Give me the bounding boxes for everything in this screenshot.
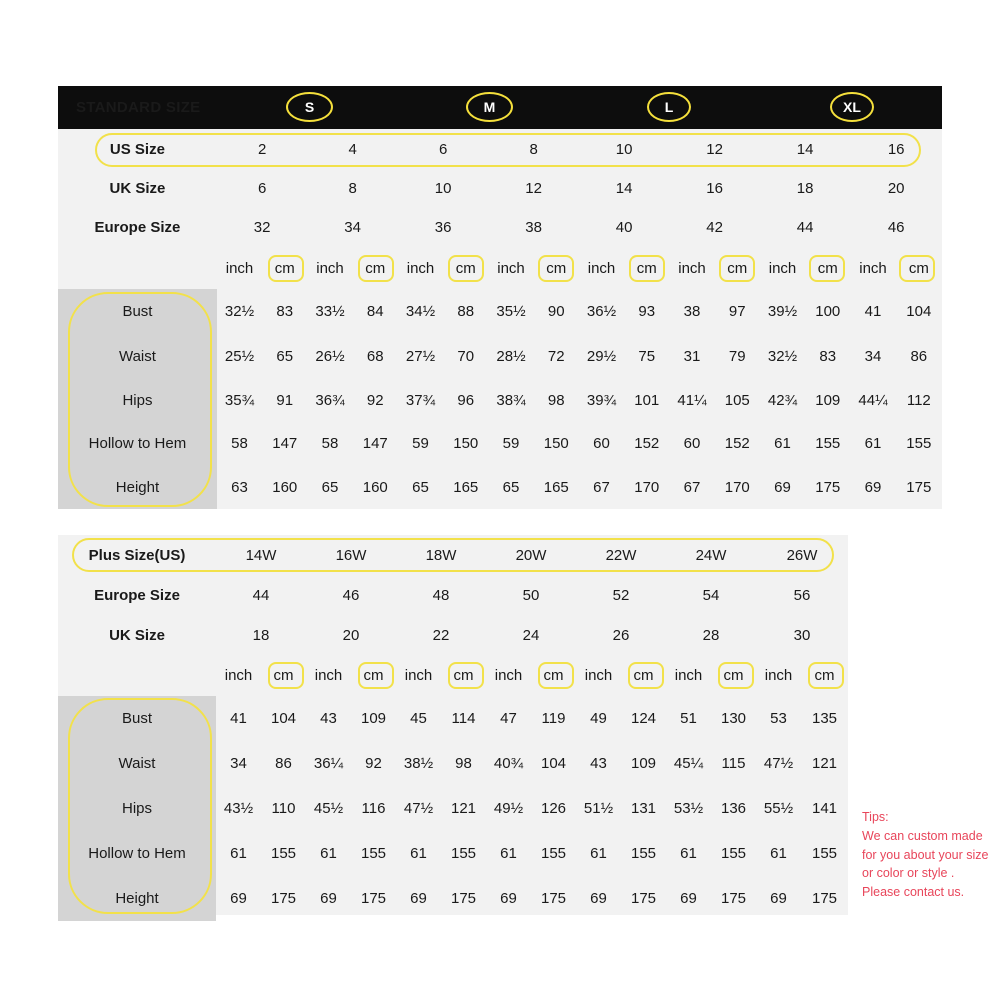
- cell: 61: [774, 435, 791, 453]
- cell: 36¼: [313, 755, 344, 772]
- cell: 104: [540, 755, 567, 772]
- unit-cell: cm: [908, 259, 929, 277]
- unit-cell: inch: [406, 259, 435, 277]
- cell: 52: [612, 586, 630, 604]
- cell: 115: [721, 755, 746, 772]
- cell: 75: [638, 348, 656, 366]
- unit-cell: cm: [455, 259, 476, 277]
- unit-cell: cm: [633, 667, 654, 684]
- table-row-plus-hollow-to-hem: [58, 831, 848, 876]
- unit-cell: cm: [274, 259, 295, 277]
- cell: 147: [362, 435, 388, 453]
- cell: 67: [683, 478, 701, 496]
- cell: 112: [906, 391, 931, 409]
- cell: 41¼: [677, 391, 707, 409]
- table-row-plus-hips: [58, 786, 848, 831]
- cell: 98: [547, 391, 565, 409]
- cell: 20: [887, 179, 905, 197]
- cell: 20W: [515, 546, 547, 564]
- cell: 6: [257, 179, 267, 197]
- cell: 155: [450, 845, 477, 862]
- cell: 35¾: [224, 391, 255, 409]
- cell: 69: [864, 478, 882, 496]
- cell: 26: [612, 626, 630, 644]
- cell: 34: [864, 348, 882, 366]
- cell: 116: [361, 800, 386, 817]
- cell: 60: [683, 435, 701, 453]
- cell: 61: [410, 845, 427, 862]
- cell: 165: [543, 478, 569, 496]
- cell: 43: [320, 710, 337, 727]
- cell: 28: [702, 626, 720, 644]
- row-label-plus-uk-size: UK Size: [109, 626, 165, 644]
- cell: 150: [453, 435, 479, 453]
- cell: 175: [540, 890, 567, 907]
- unit-cell: cm: [546, 259, 567, 277]
- cell: 165: [453, 478, 479, 496]
- cell: 141: [811, 800, 838, 817]
- cell: 48: [432, 586, 450, 604]
- cell: 61: [770, 845, 787, 862]
- table-row-hips: [58, 379, 942, 422]
- unit-cell: cm: [727, 259, 748, 277]
- tips-line-5: Please contact us.: [862, 885, 965, 899]
- cell: 170: [724, 478, 750, 496]
- unit-cell: cm: [273, 667, 294, 684]
- cell: 16: [706, 179, 723, 197]
- cell: 121: [450, 800, 477, 817]
- cell: 61: [500, 845, 517, 862]
- cell: 59: [412, 435, 429, 453]
- cell: 14W: [245, 546, 277, 564]
- cell: 160: [272, 478, 298, 496]
- cell: 46: [342, 586, 360, 604]
- cell: 135: [811, 710, 838, 727]
- cell: 101: [634, 391, 660, 409]
- cell: 131: [630, 800, 657, 817]
- cell: 69: [770, 890, 787, 907]
- cell: 70: [457, 348, 475, 366]
- unit-cell: inch: [404, 667, 433, 684]
- cell: 49½: [493, 800, 524, 817]
- cell: 44: [796, 219, 814, 237]
- cell: 50: [522, 586, 540, 604]
- cell: 86: [275, 755, 292, 772]
- unit-cell: cm: [817, 259, 838, 277]
- cell: 109: [360, 710, 387, 727]
- cell: 39½: [767, 303, 798, 321]
- standard-header-row: [58, 86, 942, 129]
- units-row-blank: [58, 247, 217, 288]
- cell: 69: [774, 478, 791, 496]
- tips-title: Tips:: [862, 810, 889, 824]
- table-row-hollow-to-hem: [58, 422, 942, 465]
- cell: 109: [815, 391, 841, 409]
- row-label-plus-hips: Hips: [58, 786, 216, 831]
- cell: 18: [252, 626, 270, 644]
- cell: 42¾: [767, 391, 798, 409]
- tips-line-2: We can custom made: [862, 828, 983, 843]
- cell: 152: [634, 435, 660, 453]
- cell: 105: [724, 391, 750, 409]
- cell: 29½: [586, 348, 617, 366]
- cell: 12: [706, 140, 723, 158]
- tips-block: [862, 808, 997, 902]
- cell: 104: [906, 303, 932, 321]
- unit-cell: cm: [543, 667, 564, 684]
- row-label-uk-size: UK Size: [109, 179, 166, 197]
- standard-header-label: STANDARD SIZE: [58, 86, 217, 129]
- cell: 22: [432, 626, 450, 644]
- cell: 36: [434, 219, 452, 237]
- table-row-plus-size-us: [58, 535, 848, 575]
- cell: 90: [547, 303, 565, 321]
- table-row-plus-waist: [58, 741, 848, 786]
- table-row-bust: [58, 289, 942, 336]
- row-label-hollow-to-hem: Hollow to Hem: [58, 422, 217, 465]
- cell: 18W: [425, 546, 457, 564]
- cell: 84: [366, 303, 384, 321]
- cell: 72: [547, 348, 565, 366]
- cell: 43½: [223, 800, 254, 817]
- table-row-waist: [58, 335, 942, 378]
- cell: 8: [348, 179, 357, 197]
- cell: 55½: [763, 800, 794, 817]
- cell: 119: [541, 710, 566, 727]
- cell: 47: [500, 710, 517, 727]
- cell: 34: [344, 219, 361, 237]
- unit-cell: cm: [636, 259, 657, 277]
- cell: 155: [906, 435, 932, 453]
- cell: 147: [272, 435, 298, 453]
- cell: 53½: [673, 800, 704, 817]
- tips-line-3: for you about your size: [862, 847, 989, 862]
- table-row-plus-units: [58, 655, 848, 696]
- cell: 38: [683, 303, 701, 321]
- unit-cell: cm: [814, 667, 835, 684]
- cell: 39¾: [586, 391, 617, 409]
- cell: 43: [590, 755, 607, 772]
- cell: 69: [320, 890, 337, 907]
- cell: 175: [360, 890, 387, 907]
- cell: 83: [276, 303, 294, 321]
- cell: 33½: [315, 303, 345, 321]
- cell: 2: [257, 140, 267, 158]
- cell: 150: [543, 435, 569, 453]
- table-row-plus-uk-size: [58, 615, 848, 655]
- size-letter-m: [398, 86, 579, 129]
- cell: 175: [720, 890, 747, 907]
- cell: 16W: [335, 546, 367, 564]
- size-letter-l-text: L: [664, 99, 674, 115]
- cell: 110: [271, 800, 296, 817]
- cell: 93: [638, 303, 656, 321]
- cell: 155: [270, 845, 297, 862]
- cell: 34½: [405, 303, 436, 321]
- cell: 155: [540, 845, 567, 862]
- cell: 136: [720, 800, 747, 817]
- unit-cell: cm: [365, 259, 386, 277]
- cell: 67: [593, 478, 610, 496]
- cell: 28½: [496, 348, 526, 366]
- cell: 155: [720, 845, 747, 862]
- cell: 47½: [403, 800, 434, 817]
- cell: 114: [451, 710, 476, 727]
- table-row-europe-size: [58, 208, 942, 247]
- cell: 56: [793, 586, 811, 604]
- cell: 46: [887, 219, 905, 237]
- cell: 51: [680, 710, 697, 727]
- cell: 22W: [605, 546, 637, 564]
- cell: 155: [815, 435, 841, 453]
- cell: 61: [320, 845, 337, 862]
- cell: 44¼: [858, 391, 888, 409]
- cell: 32½: [767, 348, 798, 366]
- standard-size-chart: [58, 86, 942, 509]
- cell: 14: [796, 140, 814, 158]
- cell: 65: [276, 348, 294, 366]
- cell: 121: [811, 755, 838, 772]
- plus-size-chart: [58, 535, 848, 915]
- cell: 32½: [224, 303, 255, 321]
- cell: 126: [540, 800, 567, 817]
- table-row-plus-europe-size: [58, 575, 848, 615]
- unit-cell: inch: [494, 667, 523, 684]
- unit-cell: inch: [314, 667, 343, 684]
- cell: 10: [615, 140, 633, 158]
- cell: 79: [728, 348, 746, 366]
- cell: 61: [230, 845, 247, 862]
- cell: 6: [438, 140, 448, 158]
- cell: 155: [360, 845, 387, 862]
- unit-cell: inch: [497, 259, 525, 277]
- cell: 65: [502, 478, 520, 496]
- plus-units-row-blank: [58, 655, 216, 696]
- cell: 30: [793, 626, 811, 644]
- row-label-plus-hollow-to-hem: Hollow to Hem: [58, 831, 216, 876]
- cell: 24W: [695, 546, 727, 564]
- size-letter-m-text: M: [483, 99, 496, 115]
- row-label-plus-height: Height: [58, 876, 216, 921]
- cell: 38½: [403, 755, 434, 772]
- cell: 16: [887, 140, 905, 158]
- cell: 69: [590, 890, 607, 907]
- row-label-hips: Hips: [58, 379, 217, 422]
- cell: 69: [410, 890, 427, 907]
- cell: 160: [362, 478, 388, 496]
- row-label-bust: Bust: [58, 289, 217, 336]
- table-row-units: [58, 247, 942, 288]
- cell: 37¾: [405, 391, 436, 409]
- cell: 44: [252, 586, 270, 604]
- cell: 69: [230, 890, 247, 907]
- cell: 97: [728, 303, 746, 321]
- cell: 98: [455, 755, 472, 772]
- unit-cell: inch: [225, 259, 254, 277]
- row-label-waist: Waist: [58, 335, 217, 378]
- size-letter-xl-text: XL: [843, 99, 861, 115]
- cell: 124: [630, 710, 657, 727]
- cell: 58: [321, 435, 339, 453]
- cell: 32: [253, 219, 271, 237]
- cell: 88: [457, 303, 475, 321]
- cell: 69: [680, 890, 697, 907]
- cell: 65: [412, 478, 429, 496]
- cell: 61: [864, 435, 882, 453]
- table-row-plus-bust: [58, 696, 848, 741]
- cell: 36¾: [315, 391, 345, 409]
- table-row-height: [58, 466, 942, 509]
- cell: 35½: [496, 303, 526, 321]
- cell: 59: [502, 435, 520, 453]
- standard-size-table: [58, 86, 942, 509]
- cell: 12: [525, 179, 542, 197]
- cell: 41: [230, 710, 247, 727]
- cell: 83: [819, 348, 837, 366]
- cell: 104: [270, 710, 297, 727]
- cell: 69: [500, 890, 517, 907]
- cell: 109: [630, 755, 657, 772]
- unit-cell: inch: [678, 259, 706, 277]
- cell: 38: [525, 219, 542, 237]
- cell: 60: [593, 435, 610, 453]
- cell: 91: [276, 391, 294, 409]
- cell: 18: [796, 179, 814, 197]
- row-label-us-size: US Size: [109, 140, 165, 158]
- unit-cell: inch: [316, 259, 344, 277]
- cell: 92: [365, 755, 382, 772]
- cell: 40: [615, 219, 633, 237]
- row-label-plus-europe-size: Europe Size: [94, 586, 180, 604]
- size-letter-s-text: S: [304, 99, 315, 115]
- cell: 42: [706, 219, 723, 237]
- size-letter-xl: [760, 86, 942, 129]
- cell: 36½: [586, 303, 617, 321]
- table-row-uk-size: [58, 169, 942, 208]
- cell: 40¾: [493, 755, 524, 772]
- cell: 155: [630, 845, 657, 862]
- row-label-plus-bust: Bust: [58, 696, 216, 741]
- cell: 130: [720, 710, 747, 727]
- cell: 8: [529, 140, 538, 158]
- unit-cell: inch: [587, 259, 616, 277]
- cell: 53: [770, 710, 787, 727]
- tips-line-4: or color or style .: [862, 866, 955, 881]
- cell: 34: [230, 755, 247, 772]
- unit-cell: inch: [224, 667, 253, 684]
- cell: 45: [410, 710, 427, 727]
- cell: 26W: [786, 546, 818, 564]
- cell: 175: [630, 890, 657, 907]
- plus-size-table: [58, 535, 848, 921]
- cell: 51½: [583, 800, 614, 817]
- cell: 27½: [405, 348, 436, 366]
- row-label-height: Height: [58, 466, 217, 509]
- cell: 175: [906, 478, 932, 496]
- cell: 26½: [315, 348, 345, 366]
- cell: 65: [321, 478, 339, 496]
- cell: 20: [342, 626, 360, 644]
- cell: 24: [522, 626, 540, 644]
- cell: 68: [366, 348, 384, 366]
- cell: 49: [590, 710, 607, 727]
- cell: 175: [815, 478, 841, 496]
- row-label-europe-size: Europe Size: [94, 219, 181, 237]
- cell: 45¼: [673, 755, 704, 772]
- cell: 155: [811, 845, 838, 862]
- cell: 4: [348, 140, 357, 158]
- table-row-us-size: [58, 129, 942, 168]
- cell: 175: [811, 890, 838, 907]
- cell: 175: [270, 890, 297, 907]
- unit-cell: inch: [768, 259, 797, 277]
- cell: 14: [615, 179, 633, 197]
- unit-cell: inch: [764, 667, 793, 684]
- cell: 96: [457, 391, 475, 409]
- cell: 61: [680, 845, 697, 862]
- cell: 41: [864, 303, 882, 321]
- cell: 25½: [224, 348, 255, 366]
- cell: 63: [231, 478, 248, 496]
- cell: 31: [683, 348, 701, 366]
- row-label-plus-waist: Waist: [58, 741, 216, 786]
- table-row-plus-height: [58, 876, 848, 921]
- size-letter-l: [579, 86, 760, 129]
- cell: 152: [724, 435, 750, 453]
- cell: 45½: [313, 800, 344, 817]
- unit-cell: cm: [363, 667, 384, 684]
- cell: 54: [702, 586, 720, 604]
- cell: 170: [634, 478, 660, 496]
- unit-cell: cm: [723, 667, 744, 684]
- cell: 92: [366, 391, 384, 409]
- size-letter-s: [217, 86, 398, 129]
- cell: 175: [450, 890, 477, 907]
- cell: 100: [815, 303, 841, 321]
- cell: 38¾: [496, 391, 526, 409]
- unit-cell: cm: [453, 667, 474, 684]
- cell: 47½: [763, 755, 794, 772]
- cell: 10: [434, 179, 452, 197]
- cell: 58: [231, 435, 248, 453]
- unit-cell: inch: [674, 667, 703, 684]
- cell: 61: [590, 845, 607, 862]
- row-label-plus-size-us: Plus Size(US): [88, 546, 186, 564]
- cell: 86: [910, 348, 928, 366]
- unit-cell: inch: [584, 667, 613, 684]
- unit-cell: inch: [859, 259, 887, 277]
